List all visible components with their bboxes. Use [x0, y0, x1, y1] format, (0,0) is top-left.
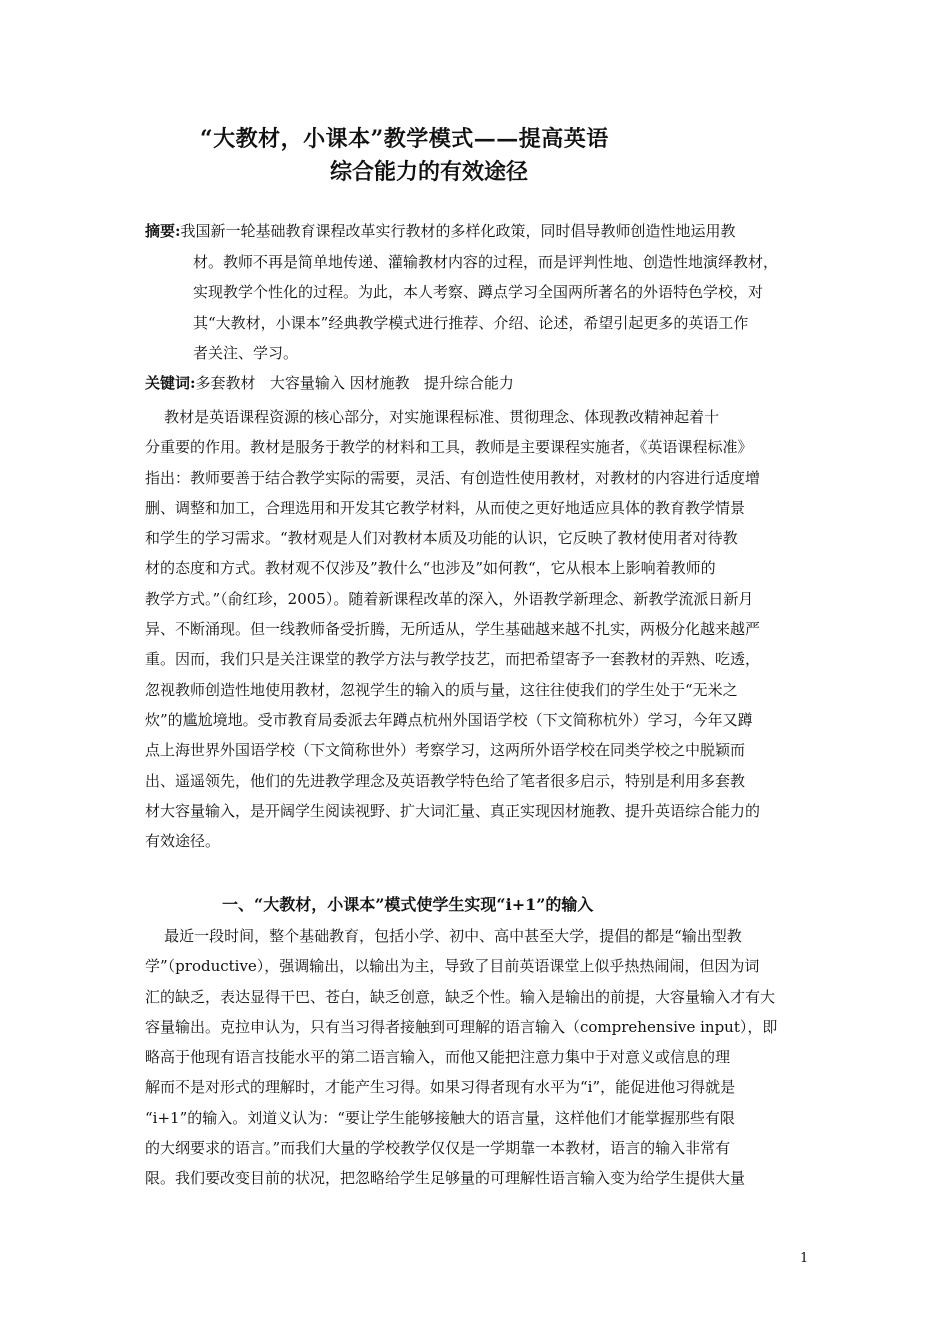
paragraph-line: 忽视教师创造性地使用教材，忽视学生的输入的质与量，这往往使我们的学生处于“无米之: [145, 680, 738, 699]
keywords-label: 关键词:: [145, 374, 196, 392]
paragraph-line: 炊”的尴尬境地。受市教育局委派去年蹲点杭州外国语学校（下文简称杭外）学习，今年又蹲: [145, 710, 753, 729]
title-line-1: “大教材，小课本”教学模式——提高英语: [200, 126, 609, 152]
paragraph-line: 限。我们要改变目前的状况，把忽略给学生足够量的可理解性语言输入变为给学生提供大量: [145, 1169, 746, 1188]
abstract-line: [145, 216, 815, 247]
paragraph-line: 最近一段时间，整个基础教育，包括小学、初中、高中甚至大学，提倡的都是“输出型教: [145, 927, 742, 945]
abstract-line: 其“大教材，小课本”经典教学模式进行推荐、介绍、论述，希望引起更多的英语工作: [193, 313, 749, 332]
paragraph-line: “i+1”的输入。刘道义认为：“要让学生能够接触大的语言量，这样他们才能掌握那些有限: [145, 1108, 735, 1127]
paragraph-line: 材的态度和方式。教材观不仅涉及”教什么“也涉及”如何教“，它从根本上影响着教师的: [145, 559, 716, 578]
abstract-line: 材。教师不再是简单地传递、灌输教材内容的过程，而是评判性地、创造性地演绎教材，: [193, 252, 779, 271]
paragraph-line: 点上海世界外国语学校（下文简称世外）考察学习，这两所外语学校在同类学校之中脱颖而: [145, 741, 746, 760]
paragraph-line: 分重要的作用。教材是服务于教学的材料和工具，教师是主要课程实施者，《英语课程标准》: [145, 438, 753, 457]
paragraph-line: 删、调整和加工，合理选用和开发其它教学材料，从而使之更好地适应具体的教育教学情景: [145, 498, 746, 517]
title-line-2: 综合能力的有效途径: [330, 159, 529, 185]
paragraph-line: 异、不断涌现。但一线教师备受折腾，无所适从，学生基础越来越不扎实，两极分化越来越严: [145, 620, 761, 639]
paragraph-line: 汇的缺乏，表达显得干巴、苍白，缺乏创意，缺乏个性。输入是输出的前提，大容量输入才有大: [145, 987, 776, 1006]
paragraph-line: 容量输出。克拉申认为，只有当习得者接触到可理解的语言输入（comprehensive input），即: [145, 1017, 778, 1036]
paragraph-line: 的大纲要求的语言。”而我们大量的学校教学仅仅是一学期靠一本教材，语言的输入非常有: [145, 1139, 731, 1158]
paragraph-line: 重。因而，我们只是关注课堂的教学方法与教学技艺，而把希望寄予一套教材的弄熟、吃透，: [145, 650, 761, 669]
page-number: 1: [800, 1251, 809, 1266]
paragraph-line: 出、遥遥领先，他们的先进教学理念及英语教学特色给了笔者很多启示，特别是利用多套教: [145, 771, 746, 790]
paragraph-line: 有效途径。: [145, 832, 221, 851]
keywords: [145, 372, 514, 393]
paragraph-line: 指出：教师要善于结合教学实际的需要，灵活、有创造性使用教材，对教材的内容进行适度增: [145, 468, 761, 487]
paragraph-line: 和学生的学习需求。“教材观是人们对教材本质及功能的认识，它反映了教材使用者对待教: [145, 529, 738, 548]
intro-paragraph: [145, 402, 810, 856]
paragraph-line: 解而不是对形式的理解时，才能产生习得。如果习得者现有水平为“i”，能促进他习得就是: [145, 1078, 736, 1097]
paragraph-line: 教学方式。”（俞红珍，2005）。随着新课程改革的深入，外语教学新理念、新教学流派日新月: [145, 589, 754, 608]
paragraph-line: 学”（productive），强调输出，以输出为主，导致了目前英语课堂上似乎热热闹闹，但因为词: [145, 957, 760, 976]
abstract-label: 摘要:: [145, 222, 181, 240]
paragraph-line: 教材是英语课程资源的核心部分，对实施课程标准、贯彻理念、体现教改精神起着十: [145, 408, 720, 426]
paragraph-line: 略高于他现有语言技能水平的第二语言输入，而他又能把注意力集中于对意义或信息的理: [145, 1048, 731, 1067]
abstract-text: 我国新一轮基础教育课程改革实行教材的多样化政策，同时倡导教师创造性地运用教: [180, 222, 736, 240]
abstract-line: 者关注、学习。: [193, 344, 299, 362]
keywords-text: 多套教材 大容量输入 因材施教 提升综合能力: [195, 374, 514, 392]
section-heading: 一、“大教材，小课本”模式使学生实现“i+1”的输入: [222, 895, 594, 914]
abstract: [145, 216, 815, 369]
paragraph-line: 材大容量输入，是开阔学生阅读视野、扩大词汇量、真正实现因材施教、提升英语综合能力的: [145, 801, 761, 820]
abstract-line: 实现教学个性化的过程。为此，本人考察、蹲点学习全国两所著名的外语特色学校，对: [193, 283, 764, 301]
section-paragraph: [145, 921, 810, 1194]
